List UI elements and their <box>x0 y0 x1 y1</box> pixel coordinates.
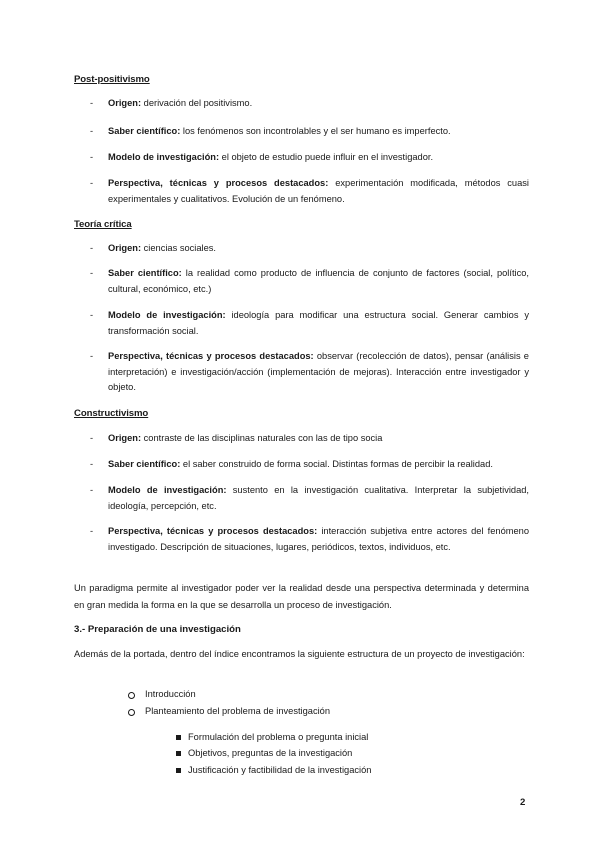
item-label: Saber científico: <box>108 268 182 278</box>
item-label: Perspectiva, técnicas y procesos destacados: <box>108 351 314 361</box>
item-text: ideología para modificar una estructura social. Generar cambios y transformación social. <box>108 310 529 336</box>
item-label: Origen: <box>108 433 142 443</box>
dash-bullet: - <box>90 485 94 495</box>
list-item-text: Justificación y factibilidad de la investigación <box>188 765 372 775</box>
dash-bullet: - <box>90 526 94 536</box>
item-text: los fenómenos son incontrolables y el ser humano es imperfecto. <box>180 126 451 136</box>
circle-bullet-icon <box>128 692 135 699</box>
dash-bullet: - <box>90 351 94 361</box>
section-heading-constructivismo: Constructivismo <box>74 408 149 419</box>
list-item-text: Formulación del problema o pregunta inicial <box>188 732 369 742</box>
dash-bullet: - <box>90 178 94 188</box>
item-label: Perspectiva, técnicas y procesos destacados: <box>108 526 318 536</box>
dash-bullet: - <box>90 433 94 443</box>
item-label: Modelo de investigación: <box>108 485 227 495</box>
dash-bullet: - <box>90 152 94 162</box>
list-item-text: Introducción <box>145 689 196 699</box>
item-text: experimentación modificada, métodos cuasi experimentales y cualitativos. Evolución de un fenómeno. <box>108 178 529 204</box>
list-item-text: Planteamiento del problema de investigación <box>145 706 331 716</box>
page-number: 2 <box>520 797 526 808</box>
dash-bullet: - <box>90 98 94 108</box>
item-text: la realidad como producto de influencia de conjunto de factores (social, político, cultural, económico, etc.) <box>108 268 529 294</box>
list-item-text: Objetivos, preguntas de la investigación <box>188 748 353 758</box>
square-bullet-icon <box>176 735 181 740</box>
item-label: Saber científico: <box>108 459 181 469</box>
item-label: Origen: <box>108 98 142 108</box>
paradigm-paragraph: Un paradigma permite al investigador poder ver la realidad desde una perspectiva determinada y determina en gran medida la forma en la que se desarrolla un proceso de investigación. <box>74 583 529 610</box>
section3-intro-paragraph: Además de la portada, dentro del índice encontramos la siguiente estructura de un proyecto de investigación: <box>74 649 525 659</box>
section-heading-post-positivismo: Post-positivismo <box>74 74 150 85</box>
dash-bullet: - <box>90 459 94 469</box>
square-bullet-icon <box>176 751 181 756</box>
item-label: Modelo de investigación: <box>108 152 220 162</box>
item-text: interacción subjetiva entre actores del fenómeno investigado. Descripción de situaciones, lugares, periódicos, textos, individuos, etc. <box>108 526 529 552</box>
item-text: derivación del positivismo. <box>141 98 253 108</box>
circle-bullet-icon <box>128 709 135 716</box>
dash-bullet: - <box>90 268 94 278</box>
item-label: Saber científico: <box>108 126 181 136</box>
item-label: Perspectiva, técnicas y procesos destacados: <box>108 178 329 188</box>
item-label: Origen: <box>108 243 142 253</box>
item-text: sustento en la investigación cualitativa. Interpretar la subjetividad, ideología, percepción, etc. <box>108 485 529 511</box>
item-text: observar (recolección de datos), pensar (análisis e interpretación) e investigación/acción (implementación de mejoras). Interacción entre investigador y objeto. <box>108 351 529 393</box>
item-text: ciencias sociales. <box>141 243 216 253</box>
dash-bullet: - <box>90 126 94 136</box>
square-bullet-icon <box>176 768 181 773</box>
item-label: Modelo de investigación: <box>108 310 226 320</box>
item-text: el saber construido de forma social. Distintas formas de percibir la realidad. <box>180 459 493 469</box>
item-text: contraste de las disciplinas naturales con las de tipo socia <box>141 433 383 443</box>
item-text: el objeto de estudio puede influir en el investigador. <box>219 152 434 162</box>
dash-bullet: - <box>90 243 94 253</box>
section-heading-preparacion: 3.- Preparación de una investigación <box>74 624 241 635</box>
dash-bullet: - <box>90 310 94 320</box>
section-heading-teoria-critica: Teoría crítica <box>74 219 132 230</box>
